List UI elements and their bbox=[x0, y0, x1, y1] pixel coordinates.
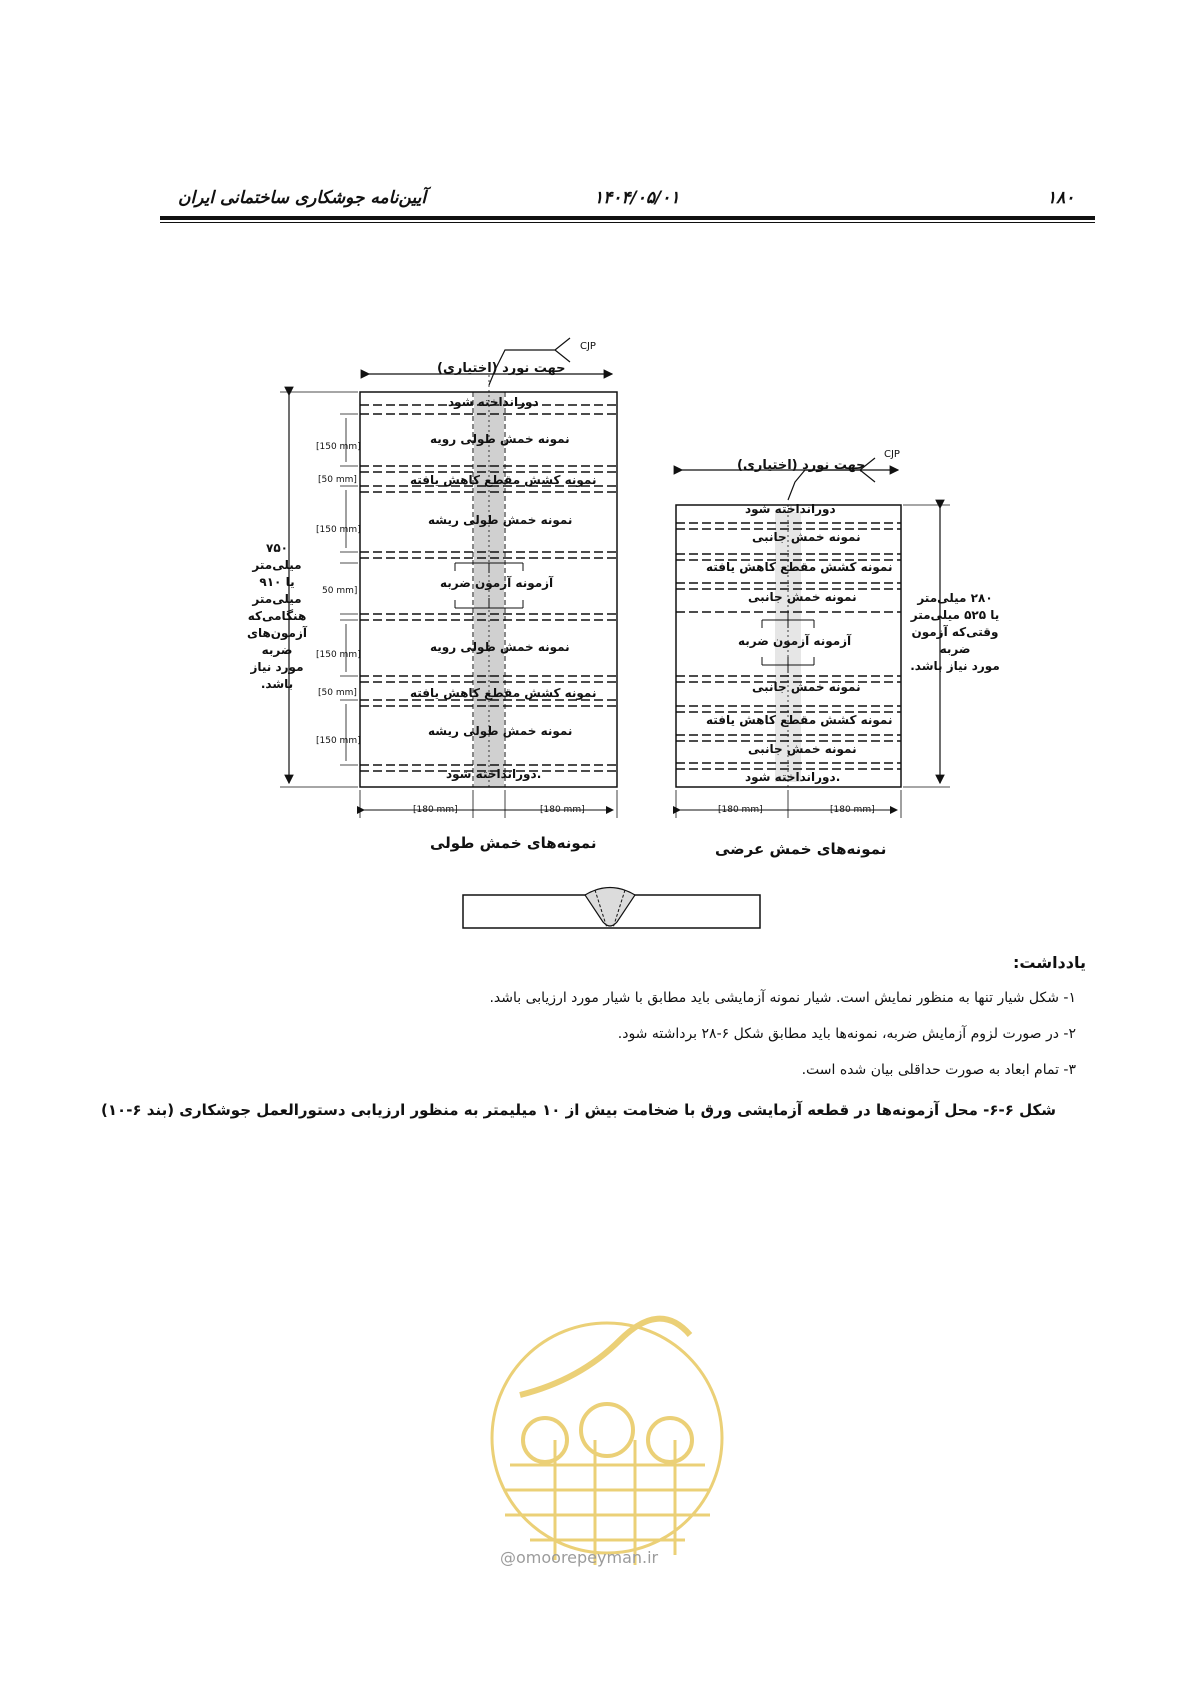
dim-150-c: [150 mm] bbox=[316, 650, 361, 660]
dim-150: [150 mm] bbox=[316, 442, 361, 452]
label-root-bend-2: نمونه خمش طولی ریشه bbox=[428, 724, 573, 738]
label-face-bend-2: نمونه خمش طولی رویه bbox=[430, 640, 570, 654]
cjp-label-right: CJP bbox=[884, 449, 900, 460]
watermark-seal bbox=[492, 1319, 722, 1565]
label-tension-2: نمونه کشش مقطع کاهش یافته bbox=[410, 686, 597, 700]
r-label-side-bend-3: نمونه خمش جانبی bbox=[752, 680, 861, 694]
left-panel-caption: نمونه‌های خمش طولی bbox=[430, 834, 597, 852]
header-title: آیین‌نامه جوشکاری ساختمانی ایران bbox=[178, 188, 427, 208]
joint-cross-section bbox=[463, 888, 760, 929]
dim-50-b: 50 mm] bbox=[322, 586, 358, 596]
r-width-dim-left: [180 mm] bbox=[718, 805, 763, 815]
r-label-discard-2: دورانداخته شود. bbox=[745, 770, 841, 784]
note-item: ۳- تمام ابعاد به صورت حداقلی بیان شده است. bbox=[801, 1062, 1076, 1078]
right-panel-caption: نمونه‌های خمش عرضی bbox=[715, 840, 887, 858]
width-dim-left: [180 mm] bbox=[413, 805, 458, 815]
rolling-direction-label-right: جهت نورد (اختیاری) bbox=[737, 458, 866, 473]
r-label-impact: آزمونه آزمون ضربه bbox=[738, 634, 852, 648]
label-root-bend: نمونه خمش طولی ریشه bbox=[428, 513, 573, 527]
label-face-bend: نمونه خمش طولی رویه bbox=[430, 432, 570, 446]
label-discard-2: دورانداخته شود. bbox=[446, 767, 542, 781]
figure-caption: شکل ۶-۶- محل آزمونه‌ها در قطعه آزمایشی ورق با ضخامت بیش از ۱۰ میلیمتر به منظور ارزیابی دستورالعمل جوشکاری (بند ۶-۱۰) bbox=[101, 1101, 1056, 1119]
dim-150-d: [150 mm] bbox=[316, 736, 361, 746]
r-label-tension-2: نمونه کشش مقطع کاهش یافته bbox=[706, 713, 893, 727]
note-item: ۱- شکل شیار تنها به منظور نمایش است. شیار نمونه آزمایشی باید مطابق با شیار مورد ارزیابی باشد. bbox=[489, 990, 1076, 1006]
r-label-tension: نمونه کشش مقطع کاهش یافته bbox=[706, 560, 893, 574]
note-item: ۲- در صورت لزوم آزمایش ضربه، نمونه‌ها باید مطابق شکل ۶-۲۸ برداشته شود. bbox=[617, 1026, 1076, 1042]
height-note-right: ۲۸۰ میلی‌متر یا ۵۲۵ میلی‌متر وقتی‌که آزمون ضربه مورد نیاز باشد. bbox=[910, 591, 1000, 673]
height-note-left: ۷۵۰ میلی‌متر یا ۹۱۰ میلی‌متر هنگامی‌که آزمون‌های ضربه مورد نیاز باشد. bbox=[246, 541, 308, 691]
dim-50: [50 mm] bbox=[318, 475, 357, 485]
width-dim-right: [180 mm] bbox=[540, 805, 585, 815]
page-number: ۱۸۰ bbox=[1047, 188, 1075, 208]
dim-150-b: [150 mm] bbox=[316, 525, 361, 535]
header-date: ۱۴۰۴/۰۵/۰۱ bbox=[594, 188, 680, 208]
r-width-dim-right: [180 mm] bbox=[830, 805, 875, 815]
r-label-side-bend: نمونه خمش جانبی bbox=[752, 530, 861, 544]
dim-50-c: [50 mm] bbox=[318, 688, 357, 698]
label-tension: نمونه کشش مقطع کاهش یافته bbox=[410, 473, 597, 487]
watermark-site: @omoorepeyman.ir bbox=[500, 1548, 659, 1567]
notes-title: یادداشت: bbox=[1013, 953, 1086, 972]
label-discard: دورانداخته شود bbox=[448, 395, 539, 409]
r-label-side-bend-2: نمونه خمش جانبی bbox=[748, 590, 857, 604]
r-label-discard: دورانداخته شود bbox=[745, 502, 836, 516]
r-label-side-bend-4: نمونه خمش جانبی bbox=[748, 742, 857, 756]
label-impact: آزمونه آزمون ضربه bbox=[440, 576, 554, 590]
cjp-label: CJP bbox=[580, 341, 596, 352]
rolling-direction-label: جهت نورد (اختیاری) bbox=[437, 361, 566, 376]
